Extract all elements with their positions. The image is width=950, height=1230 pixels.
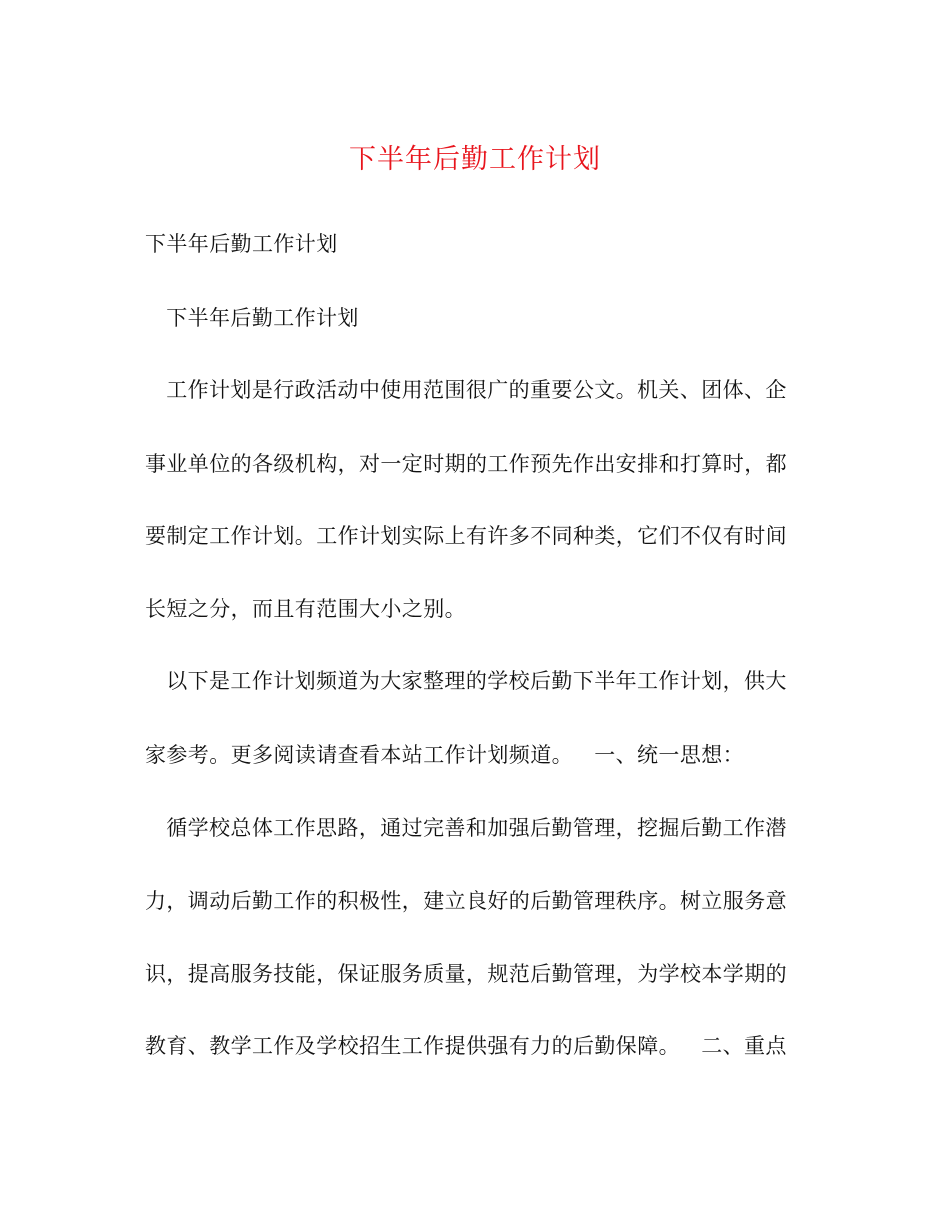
- body-line-2: 下半年后勤工作计划: [145, 306, 359, 330]
- body-line-7: 以下是工作计划频道为大家整理的学校后勤下半年工作计划，供大: [145, 669, 787, 693]
- body-line-3: 工作计划是行政活动中使用范围很广的重要公文。机关、团体、企: [145, 378, 787, 402]
- body-line-5: 要制定工作计划。工作计划实际上有许多不同种类，它们不仅有时间: [145, 524, 787, 548]
- body-line-10: 力，调动后勤工作的积极性，建立良好的后勤管理秩序。树立服务意: [145, 889, 787, 913]
- body-line-11: 识，提高服务技能，保证服务质量，规范后勤管理，为学校本学期的: [145, 962, 787, 986]
- body-line-1: 下半年后勤工作计划: [145, 232, 338, 256]
- body-line-12: 教育、教学工作及学校招生工作提供强有力的后勤保障。 二、重点: [145, 1034, 787, 1058]
- body-line-4: 事业单位的各级机构，对一定时期的工作预先作出安排和打算时，都: [145, 452, 787, 476]
- body-line-8: 家参考。更多阅读请查看本站工作计划频道。 一、统一思想：: [145, 743, 745, 767]
- body-line-9: 循学校总体工作思路，通过完善和加强后勤管理，挖掘后勤工作潜: [145, 816, 787, 840]
- body-line-6: 长短之分，而且有范围大小之别。: [145, 597, 466, 621]
- document-title: 下半年后勤工作计划: [349, 144, 601, 175]
